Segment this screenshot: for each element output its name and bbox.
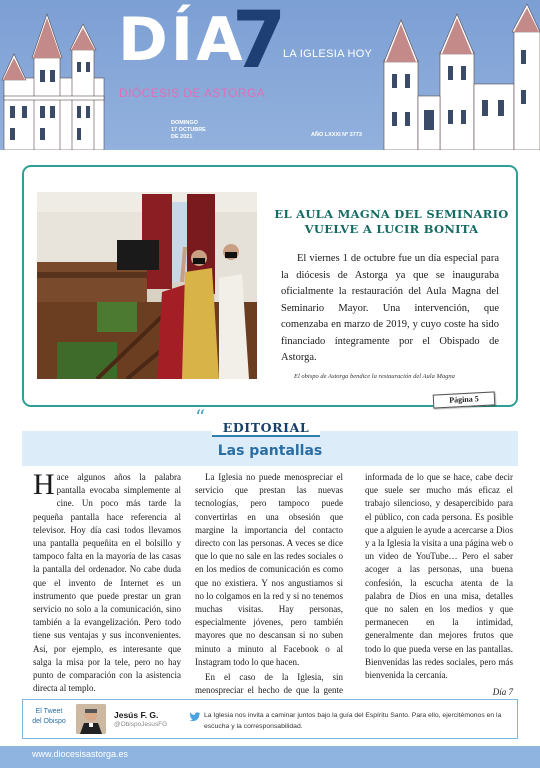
- issue-date: [171, 120, 206, 141]
- feature-title-line1: EL AULA MAGNA DEL SEMINARIO: [274, 207, 509, 221]
- date-weekday: DOMINGO: [171, 120, 198, 126]
- bishop-portrait-icon: [76, 704, 106, 734]
- quote-mark-icon: “: [195, 405, 206, 429]
- logo-dia-text: DÍA: [118, 5, 246, 75]
- feature-title-line2: VUELVE A LUCIR BONITA: [304, 222, 479, 236]
- editorial-signoff: Día 7: [492, 687, 513, 698]
- column-1-text: ace algunos años la palabra pantalla evocaba simplemente al cine. Un poco más tarde la pequeña pantalla hace referencia al televisor. Hoy día casi todos llevamos una pantalla pequeñita en el bolsillo y tampoco falta en la mayoría de las casas la pantalla del ordenador. No cabe duda que el invento de Internet es un instrumento que puede prestar un gran servicio no solo a la comunicación, sino también a la evangelización. Pero todo tiene sus ventajas y sus inconvenientes. Así, por ejemplo, es interesante que salga la misa por la tele, pero no hay punto de comparación con la asistencia directa al templo.: [33, 472, 181, 694]
- palace-illustration-icon: [0, 0, 110, 150]
- column-3-paragraph: informada de lo que se hace, cabe decir que suele ser mucho más eficaz el trabajo silencioso, y desapercibido para el público, con cada persona. Es posible que a alguien le ayude a acercarse a Dios y a la Iglesia la visita a una página web o un video de YouTube… Pero el saber acoger a las personas, una buena confesión, la escucha atenta de la palabra de Dios en una misa, detalles que no salen en los medios y que permanecen en la intimidad, generalmente dan mejores frutos que todo lo que pueda verse en las pantallas. Bienvenidas las redes sociales, pero más bienvenida la cercanía.: [365, 472, 513, 681]
- twitter-bird-icon: [189, 711, 201, 723]
- website-link[interactable]: www.diocesisastorga.es: [32, 749, 129, 759]
- tweet-label-line1: El Tweet: [35, 708, 63, 715]
- tweet-section-label: [28, 707, 70, 727]
- bishop-tweet-box: [22, 699, 518, 739]
- logo-subtitle: LA IGLESIA HOY: [283, 48, 373, 60]
- tweet-author-name: Jesús F. G.: [114, 710, 159, 720]
- column-2-paragraph-2: En el caso de la Iglesia, sin menospreciar el hecho de que la gente: [195, 672, 343, 696]
- feature-article: [22, 165, 518, 407]
- date-day-month: 17 OCTUBRE: [171, 127, 206, 133]
- feature-photo: [37, 192, 257, 379]
- feature-caption: El obispo de Astorga bendice la restauración del Aula Magna: [294, 373, 455, 380]
- editorial-title: Las pantallas: [217, 443, 323, 459]
- logo-seven-number: 7: [232, 0, 287, 86]
- diocese-name: DIÓCESIS DE ASTORGA: [119, 86, 266, 100]
- editorial-section-label: EDITORIAL: [222, 420, 310, 435]
- page-reference-tag[interactable]: Página 5: [433, 391, 496, 408]
- bishop-blessing-photo-icon: [37, 192, 257, 379]
- editorial-column-1: [33, 468, 181, 695]
- feature-body: El viernes 1 de octubre fue un día especial para la diócesis de Astorga ya que se inauguraba oficialmente la restauración del Aula Magna del Seminario Mayor. Una intervención, que comenzaba en marzo de 2019, y cuyo coste ha sido financiado íntegramente por el Obispado de Astorga.: [281, 253, 499, 363]
- issue-number: AÑO LXXXI Nº 3773: [311, 132, 362, 138]
- editorial-column-2: [195, 471, 343, 711]
- cathedral-illustration-icon: [378, 0, 540, 150]
- editorial-column-3: [365, 471, 513, 699]
- drop-cap: H: [33, 468, 55, 501]
- masthead: [0, 0, 540, 150]
- feature-title: [269, 207, 514, 237]
- tweet-label-line2: del Obispo: [32, 718, 66, 725]
- column-2-paragraph-1: La Iglesia no puede menospreciar el servicio que prestan las nuevas tecnologías, pero tampoco puede convertirlas en una obsesión que margine la importancia del contacto directo con las personas. A veces se dice que lo que no sale en las redes sociales o en los medios de comunicación es como que no existiera. Y nos angustiamos si no lo colgamos en la red y si no tenemos muchas visitas. Hay personas, especialmente jóvenes, pero también mayores que no descansan si no suben minuto a minuto al Facebook o al Instagram todo lo que hacen.: [195, 472, 343, 667]
- tweet-text: La Iglesia nos invita a caminar juntos bajo la guía del Espíritu Santo. Para ello, ejercitémonos en la escucha y la corresponsabilidad.: [204, 712, 502, 730]
- editorial-label-box: [212, 417, 320, 437]
- avatar: [76, 704, 106, 734]
- date-year: DE 2021: [171, 134, 193, 140]
- column-1-paragraph: [33, 468, 181, 695]
- tweet-author-handle[interactable]: @ObispoJesusFG: [114, 721, 168, 728]
- footer-bar: [0, 746, 540, 768]
